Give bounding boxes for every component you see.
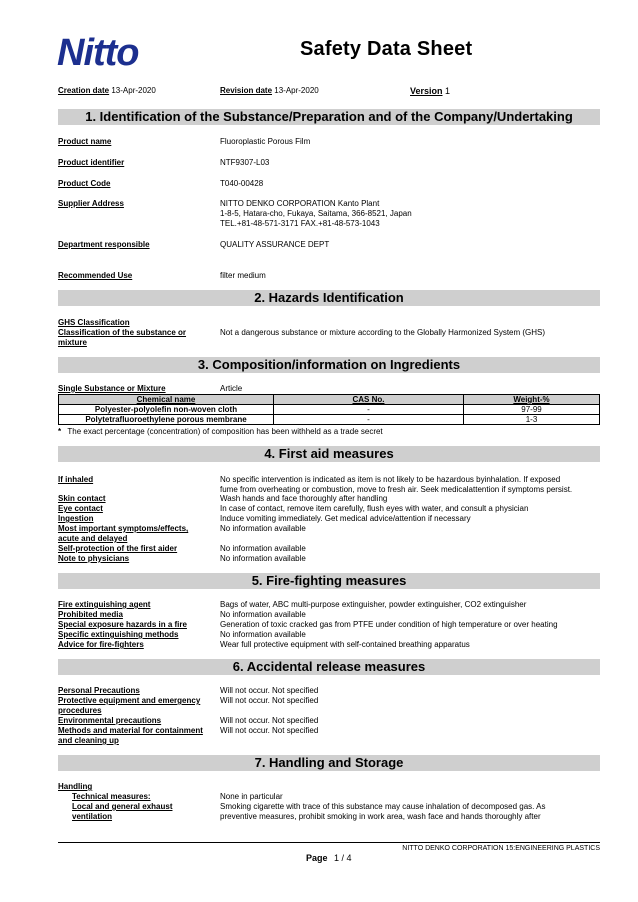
skin-contact-value: Wash hands and face thoroughly after handling [220, 494, 388, 503]
column-chemical-name: Chemical name [59, 395, 274, 405]
single-substance-value: Article [220, 384, 243, 393]
personal-precautions-label: Personal Precautions [58, 686, 140, 695]
handling-label: Handling [58, 782, 93, 791]
section-6-title: 6. Accidental release measures [58, 659, 600, 675]
logo-text: Nitto [57, 34, 139, 70]
department-value: QUALITY ASSURANCE DEPT [220, 240, 330, 249]
supplier-line-1: NITTO DENKO CORPORATION Kanto Plant [220, 199, 380, 208]
supplier-line-3: TEL.+81-48-571-3171 FAX.+81-48-573-1043 [220, 219, 380, 228]
extinguishing-methods-label: Specific extinguishing methods [58, 630, 179, 639]
extinguishing-agent-label: Fire extinguishing agent [58, 600, 151, 609]
cas-no-cell: - [274, 405, 464, 415]
extinguishing-methods-value: No information available [220, 630, 306, 639]
page-value: 1 / 4 [334, 853, 352, 863]
prohibited-media-label: Prohibited media [58, 610, 123, 619]
composition-footnote [58, 427, 383, 437]
revision-date-label: Revision date [220, 86, 273, 95]
note-to-physicians-value: No information available [220, 554, 306, 563]
creation-date-label: Creation date [58, 86, 110, 95]
table-row [59, 405, 600, 415]
personal-precautions-value: Will not occur. Not specified [220, 686, 319, 695]
chemical-name-cell: Polyester-polyolefin non-woven cloth [59, 405, 274, 415]
cas-no-cell: - [274, 415, 464, 425]
ghs-classification-label: GHS Classification [58, 318, 130, 327]
technical-measures-value: None in particular [220, 792, 283, 801]
version-label: Version [410, 86, 443, 96]
if-inhaled-label: If inhaled [58, 475, 94, 484]
table-row [59, 415, 600, 425]
if-inhaled-line-2: fume from overheating or combustion, move to fresh air. Seek medicalattention if symptoms persist. [220, 485, 573, 494]
revision-date [220, 86, 319, 95]
single-substance-label: Single Substance or Mixture [58, 384, 166, 393]
classification-value: Not a dangerous substance or mixture according to the Globally Harmonized System (GHS) [220, 328, 546, 337]
exhaust-ventilation-label-line-2: ventilation [72, 812, 113, 821]
skin-contact-label: Skin contact [58, 494, 106, 503]
recommended-use-label: Recommended Use [58, 271, 133, 280]
eye-contact-value: In case of contact, remove item carefully, flush eyes with water, and consult a physician [220, 504, 529, 513]
exhaust-ventilation-line-2: preventive measures, prohibit smoking in work area, wash face and hands thoroughly after [220, 812, 541, 821]
page-number [306, 853, 352, 863]
containment-label-line-1: Methods and material for containment [58, 726, 203, 735]
prohibited-media-value: No information available [220, 610, 306, 619]
exhaust-ventilation-label-line-1: Local and general exhaust [72, 802, 173, 811]
product-name-value: Fluoroplastic Porous Film [220, 137, 311, 146]
protective-equipment-label-line-2: procedures [58, 706, 102, 715]
environmental-precautions-value: Will not occur. Not specified [220, 716, 319, 725]
section-3-title: 3. Composition/information on Ingredients [58, 357, 600, 373]
weight-cell: 97-99 [464, 405, 600, 415]
fire-fighter-advice-value: Wear full protective equipment with self-contained breathing apparatus [220, 640, 470, 649]
footnote-text: The exact percentage (concentration) of composition has been withheld as a trade secret [67, 427, 383, 436]
section-5-title: 5. Fire-fighting measures [58, 573, 600, 589]
classification-label-line-2: mixture [58, 338, 87, 347]
ingestion-label: Ingestion [58, 514, 94, 523]
section-4-title: 4. First aid measures [58, 446, 600, 462]
environmental-precautions-label: Environmental precautions [58, 716, 162, 725]
product-name-label: Product name [58, 137, 112, 146]
department-label: Department responsible [58, 240, 150, 249]
eye-contact-label: Eye contact [58, 504, 103, 513]
product-identifier-value: NTF9307-L03 [220, 158, 270, 167]
composition-table [58, 394, 600, 425]
self-protection-value: No information available [220, 544, 306, 553]
symptoms-value: No information available [220, 524, 306, 533]
product-code-label: Product Code [58, 179, 111, 188]
protective-equipment-label-line-1: Protective equipment and emergency [58, 696, 201, 705]
extinguishing-agent-value: Bags of water, ABC multi-purpose extinguisher, powder extinguisher, CO2 extinguisher [220, 600, 527, 609]
table-header-row [59, 395, 600, 405]
nitto-logo [57, 34, 192, 70]
footer-company: NITTO DENKO CORPORATION 15:ENGINEERING PLASTICS [402, 845, 600, 852]
revision-date-value: 13-Apr-2020 [274, 86, 319, 95]
special-hazards-label: Special exposure hazards in a fire [58, 620, 187, 629]
document-title: Safety Data Sheet [300, 38, 473, 60]
ingestion-value: Induce vomiting immediately. Get medical advice/attention if necessary [220, 514, 471, 523]
exhaust-ventilation-line-1: Smoking cigarette with trace of this substance may cause inhalation of decomposed gas. As [220, 802, 546, 811]
page-label: Page [306, 853, 328, 863]
classification-label-line-1: Classification of the substance or [58, 328, 187, 337]
footnote-mark: * [58, 427, 62, 436]
recommended-use-value: filter medium [220, 271, 266, 280]
symptoms-label-line-2: acute and delayed [58, 534, 128, 543]
footer-divider [58, 842, 600, 843]
symptoms-label-line-1: Most important symptoms/effects, [58, 524, 189, 533]
containment-label-line-2: and cleaning up [58, 736, 119, 745]
section-2-title: 2. Hazards Identification [58, 290, 600, 306]
section-1-title: 1. Identification of the Substance/Preparation and of the Company/Undertaking [58, 109, 600, 125]
self-protection-label: Self-protection of the first aider [58, 544, 178, 553]
special-hazards-value: Generation of toxic cracked gas from PTFE under condition of high temperature or over heating [220, 620, 558, 629]
protective-equipment-value: Will not occur. Not specified [220, 696, 319, 705]
column-weight: Weight-% [464, 395, 600, 405]
product-code-value: T040-00428 [220, 179, 264, 188]
supplier-line-2: 1-8-5, Hatara-cho, Fukaya, Saitama, 366-8521, Japan [220, 209, 412, 218]
chemical-name-cell: Polytetrafluoroethylene porous membrane [59, 415, 274, 425]
creation-date [58, 86, 156, 95]
creation-date-value: 13-Apr-2020 [111, 86, 156, 95]
column-cas-no: CAS No. [274, 395, 464, 405]
containment-value: Will not occur. Not specified [220, 726, 319, 735]
section-7-title: 7. Handling and Storage [58, 755, 600, 771]
supplier-address-label: Supplier Address [58, 199, 124, 208]
version [410, 86, 450, 96]
weight-cell: 1-3 [464, 415, 600, 425]
if-inhaled-line-1: No specific intervention is indicated as item is not likely to be hazardous byinhalation. If exposed [220, 475, 561, 484]
version-value: 1 [445, 86, 451, 96]
fire-fighter-advice-label: Advice for fire-fighters [58, 640, 144, 649]
product-identifier-label: Product identifier [58, 158, 125, 167]
technical-measures-label: Technical measures: [72, 792, 151, 801]
note-to-physicians-label: Note to physicians [58, 554, 130, 563]
